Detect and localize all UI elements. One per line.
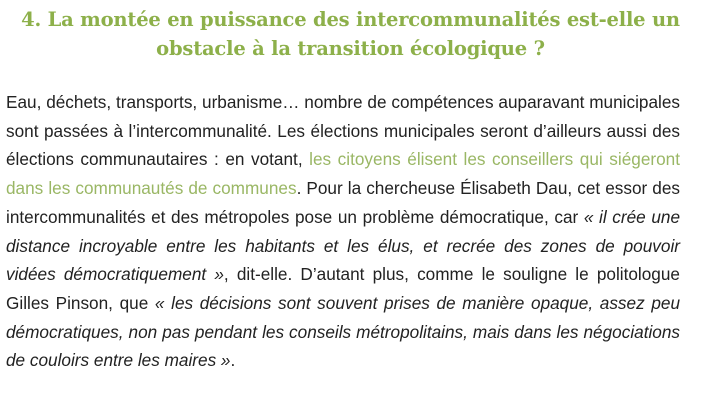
citizens-elect-link[interactable]: les citoyens élisent les conseillers qui siégeront dans les communautés de communes	[6, 149, 680, 199]
paragraph-text: .	[230, 350, 236, 371]
paragraph-text: Eau, déchets, transports, urbanisme… nombre de compétences auparavant municipales sont passées à l’intercommunalité. Les élections municipales seront d’ailleurs aussi des élections communautaires : en votant,	[6, 92, 680, 170]
dau-quote: « il crée une distance incroyable entre les habitants et les élus, et recrée des zones de pouvoir vidées démocratiquement »	[6, 206, 680, 285]
body-paragraph	[6, 88, 680, 375]
paragraph-text: . Pour la chercheuse Élisabeth Dau, cet essor des intercommunalités et des métropoles pose un problème démocratique, car	[6, 178, 680, 227]
paragraph-text: , dit-elle. D’autant plus, comme le souligne le politologue Gilles Pinson, que	[6, 264, 680, 313]
section-heading: 4. La montée en puissance des intercommunalités est-elle un obstacle à la transition écologique ?	[21, 8, 680, 60]
pinson-quote: « les décisions sont souvent prises de manière opaque, assez peu démocratiques, non pas pendant les conseils métropolitains, mais dans les négociations de couloirs entre les maires »	[6, 292, 680, 371]
